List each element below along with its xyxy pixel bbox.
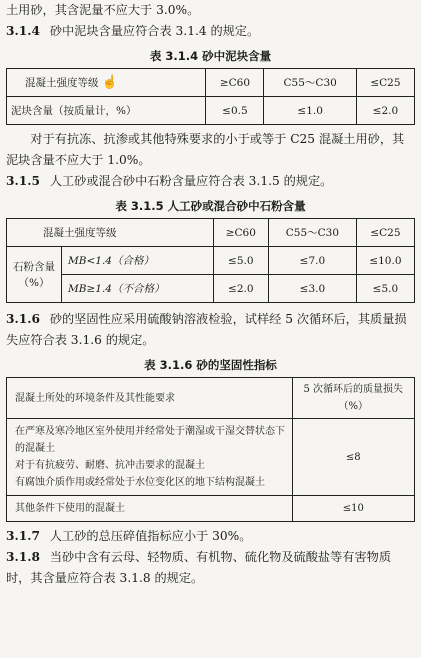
table-cell: ≤5.0 [213,247,268,275]
condition-line: 有腐蚀介质作用或经常处于水位变化区的地下结构混凝土 [15,477,265,488]
clause-number: 3.1.6 [6,312,40,326]
table-row [7,247,415,275]
table-header-cell: ≥C60 [213,219,268,247]
clause-3-1-5 [6,171,415,192]
table-cell: ≤3.0 [268,275,356,303]
clause-number: 3.1.4 [6,24,40,38]
table-row [7,97,415,125]
clause-text: 砂中泥块含量应符合表 3.1.4 的规定。 [49,24,260,38]
clause-text: 当砂中含有云母、轻物质、有机物、硫化物及硫酸盐等有害物质时，其含量应符合表 3.1.8 的规定。 [6,550,392,585]
table-cell: ≤5.0 [356,275,414,303]
condition-line: 对于有抗疲劳、耐磨、抗冲击要求的混凝土 [15,460,205,471]
table-3-1-4-caption: 表 3.1.4 砂中泥块含量 [149,49,272,63]
table-cell: ≤8 [292,419,414,496]
table-3-1-6-caption: 表 3.1.6 砂的坚固性指标 [144,358,277,372]
clause-text: 砂的坚固性应采用硫酸钠溶液检验，试样经 5 次循环后，其质量损失应符合表 3.1.6 的规定。 [6,312,407,347]
clause-3-1-4 [6,21,415,42]
table-cell: ≤0.5 [206,97,264,125]
table-cell: MB<1.4（合格） [62,247,214,275]
table-cell: 泥块含量（按质量计，%） [7,97,206,125]
table-cell: ≤2.0 [356,97,414,125]
clause-number: 3.1.5 [6,174,40,188]
table-header-cell: 5 次循环后的质量损失（%） [292,378,414,419]
table-cell: MB≥1.4（不合格） [62,275,214,303]
table-cell [7,419,293,496]
table-row [7,69,415,97]
table-cell: 其他条件下使用的混凝土 [7,496,293,522]
table-header-cell: C55～C30 [268,219,356,247]
table-3-1-5-caption: 表 3.1.5 人工砂或混合砂中石粉含量 [115,199,306,213]
table-cell: ≤2.0 [213,275,268,303]
clause-text: 人工砂的总压碎值指标应小于 30%。 [49,529,252,543]
top-line: 土用砂，其含泥量不应大于 3.0%。 [6,3,200,17]
condition-line: 在严寒及寒冷地区室外使用并经常处于潮湿或干湿交替状态下的混凝土 [15,426,285,454]
table-3-1-5 [6,218,415,303]
table-cell: ≤7.0 [268,247,356,275]
table-header-cell: 混凝土强度等级 [7,219,214,247]
hand-cursor-icon: ☝ [101,75,119,90]
table-cell: ≤1.0 [264,97,356,125]
table-row [7,219,415,247]
table-row [7,496,415,522]
table-3-1-6 [6,377,415,522]
note-3-1-4: 对于有抗冻、抗渗或其他特殊要求的小于或等于 C25 混凝土用砂，其泥块含量不应大于 1.0%。 [6,132,405,167]
row-header-cell: 石粉含量（%） [7,247,62,303]
clause-number: 3.1.7 [6,529,40,543]
table-header-cell: ≤C25 [356,69,414,97]
table-row [7,275,415,303]
table-cell: ≤10 [292,496,414,522]
clause-3-1-8 [6,547,415,589]
clause-number: 3.1.8 [6,550,40,564]
table-header-cell: C55～C30 [264,69,356,97]
table-header-cell: 混凝土所处的环境条件及其性能要求 [7,378,293,419]
clause-3-1-7 [6,526,415,547]
table-3-1-4 [6,68,415,125]
table-row [7,378,415,419]
clause-text: 人工砂或混合砂中石粉含量应符合表 3.1.5 的规定。 [49,174,333,188]
clause-3-1-6 [6,309,415,351]
table-header-cell: 混凝土强度等级 ☝ [7,69,206,97]
table-header-cell: ≥C60 [206,69,264,97]
table-header-cell: ≤C25 [356,219,414,247]
table-row [7,419,415,496]
table-cell: ≤10.0 [356,247,414,275]
